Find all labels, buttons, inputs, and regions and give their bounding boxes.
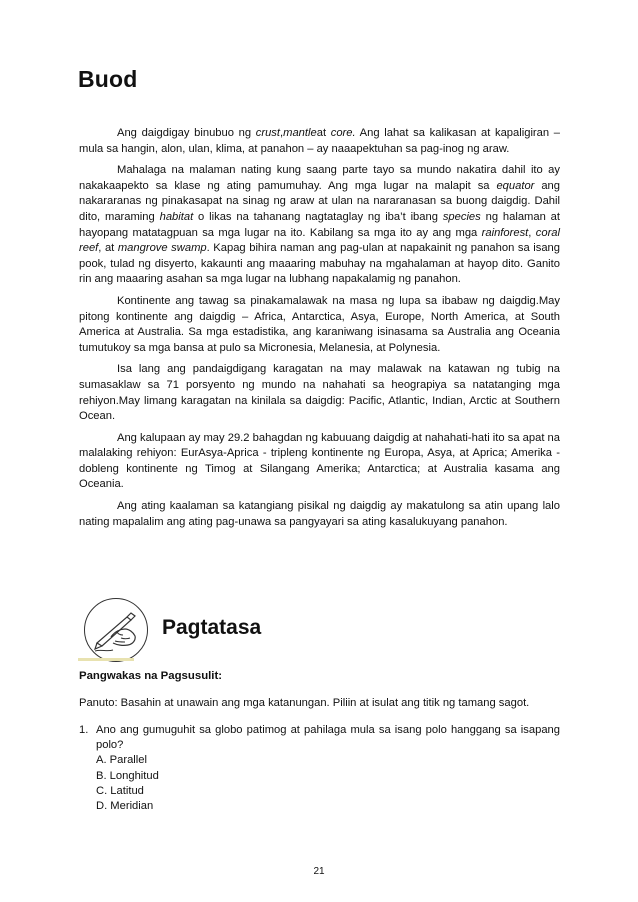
icon-underline — [78, 658, 134, 661]
text-run: . Kapag bihira naman ang pag-ulan at napakainit ng panahon sa isang pook, tulad ng disyerto, kakaunti ang maaaring mabuhay na mgahalaman at hayop dito. Ganito rin ang maaaring asahan sa mga lugar na lubhang napakalamig ng panahon. — [79, 242, 561, 286]
choice-a: A. Parallel — [96, 754, 147, 767]
italic-term: mangrove swamp — [117, 242, 207, 255]
summary-paragraph — [79, 163, 560, 288]
italic-term: species — [442, 210, 481, 223]
choice-b: B. Longhitud — [96, 769, 159, 782]
text-run: Ang ating kaalaman sa katangiang pisikal ng daigdig ay makatulong sa atin upang lalo nating mapalalim ang ating pag-unawa sa pangyayari sa ating kasalukuyang panahon. — [79, 500, 560, 528]
summary-paragraph — [79, 126, 560, 157]
summary-paragraph — [79, 499, 560, 530]
question-text: Ano ang gumuguhit sa globo patimog at pahilaga mula sa isang polo hanggang sa isapang polo? — [96, 724, 560, 752]
text-run: , — [528, 226, 536, 239]
page-number: 21 — [313, 866, 325, 877]
sub-heading: Pangwakas na Pagsusulit: — [79, 670, 223, 682]
text-run: , — [280, 127, 284, 139]
choice-c: C. Latitud — [96, 784, 144, 797]
summary-body — [79, 126, 560, 536]
writing-hand-drawing — [91, 607, 141, 653]
section-title: Pagtatasa — [162, 616, 262, 639]
italic-term: equator — [496, 179, 535, 192]
text-run: at — [316, 127, 331, 139]
text-run: ng halaman at hayopang matatagpuan sa mga lugar na ito. Kabilang sa mga ito ay ang mga — [79, 210, 561, 239]
text-run: Ang daigdigay binubuo ng — [117, 127, 256, 139]
text-run: Isa lang ang pandaigdigang karagatan na may malawak na katawan ng tubig na sumasaklaw sa 71 porsyento ng mundo na nahahati sa heograpiya sa natatanging mga rehiyon.May limang karagatan na kinilala sa daigdig: Pacific, Atlantic, Indian, Arctic at Southern Ocean. — [79, 363, 560, 423]
text-run: , at — [98, 242, 118, 255]
summary-paragraph — [79, 362, 560, 424]
italic-term: habitat — [159, 210, 194, 223]
italic-term: crust — [255, 127, 281, 139]
text-run: Ang lahat sa kalikasan at kapaligiran – mula sa hangin, alon, ulan, klima, at panahon – ay naaapektuhan sa pag-inog ng araw. — [79, 127, 560, 155]
text-run: Kontinente ang tawag sa pinakamalawak na masa ng lupa sa ibabaw ng daigdig.May pitong kontinente ang daigdig – Africa, Antarctica, Asya, Europe, North America, at South America at Australia. Sa mga estadistika, ang karaniwang isinasama sa Australia ang Oceania tumutukoy sa mga bansa at pulo sa Micronesia, Melanesia, at Polynesia. — [79, 294, 560, 354]
page-title: Buod — [78, 66, 138, 92]
choice-d: D. Meridian — [96, 800, 154, 813]
answer-choices — [96, 753, 560, 814]
question-number: 1. — [79, 724, 89, 736]
italic-term: mantle — [283, 127, 317, 139]
question-item — [79, 723, 560, 814]
text-run: Mahalaga na malaman nating kung saang parte tayo sa mundo nakatira dahil ito ay nakakaapekto sa klase ng ating pamumuhay. Ang mga lugar na malapit sa — [79, 164, 560, 192]
italic-term: core. — [330, 127, 356, 139]
italic-term: rainforest — [481, 226, 529, 239]
summary-paragraph — [79, 294, 560, 356]
text-run: Ang kalupaan ay may 29.2 bahagdan ng kabuuang daigdig at nahahati-hati ito sa apat na malalaking rehiyon: EurAsya-Aprica - tripleng kontinente ng Europa, Asya, at Aprica; Amerika - dobleng kontinente ng Timog at Silangang Amerika; Antarctica; at Australia kasama ang Oceania. — [79, 431, 560, 491]
text-run: ang nakararanas ng pinakasapat na sinag ng araw at ulan na nararanasan sa buong daigdig. Dahil dito, maraming — [79, 179, 560, 223]
text-run: o likas na tahanang nagtataglay ng iba’t ibang — [193, 210, 443, 223]
instructions: Panuto: Basahin at unawain ang mga katanungan. Piliin at isulat ang titik ng tamang sagot. — [79, 697, 530, 709]
summary-paragraph — [79, 431, 560, 493]
italic-term: coral reef — [79, 226, 561, 255]
writing-hand-icon — [84, 598, 148, 662]
